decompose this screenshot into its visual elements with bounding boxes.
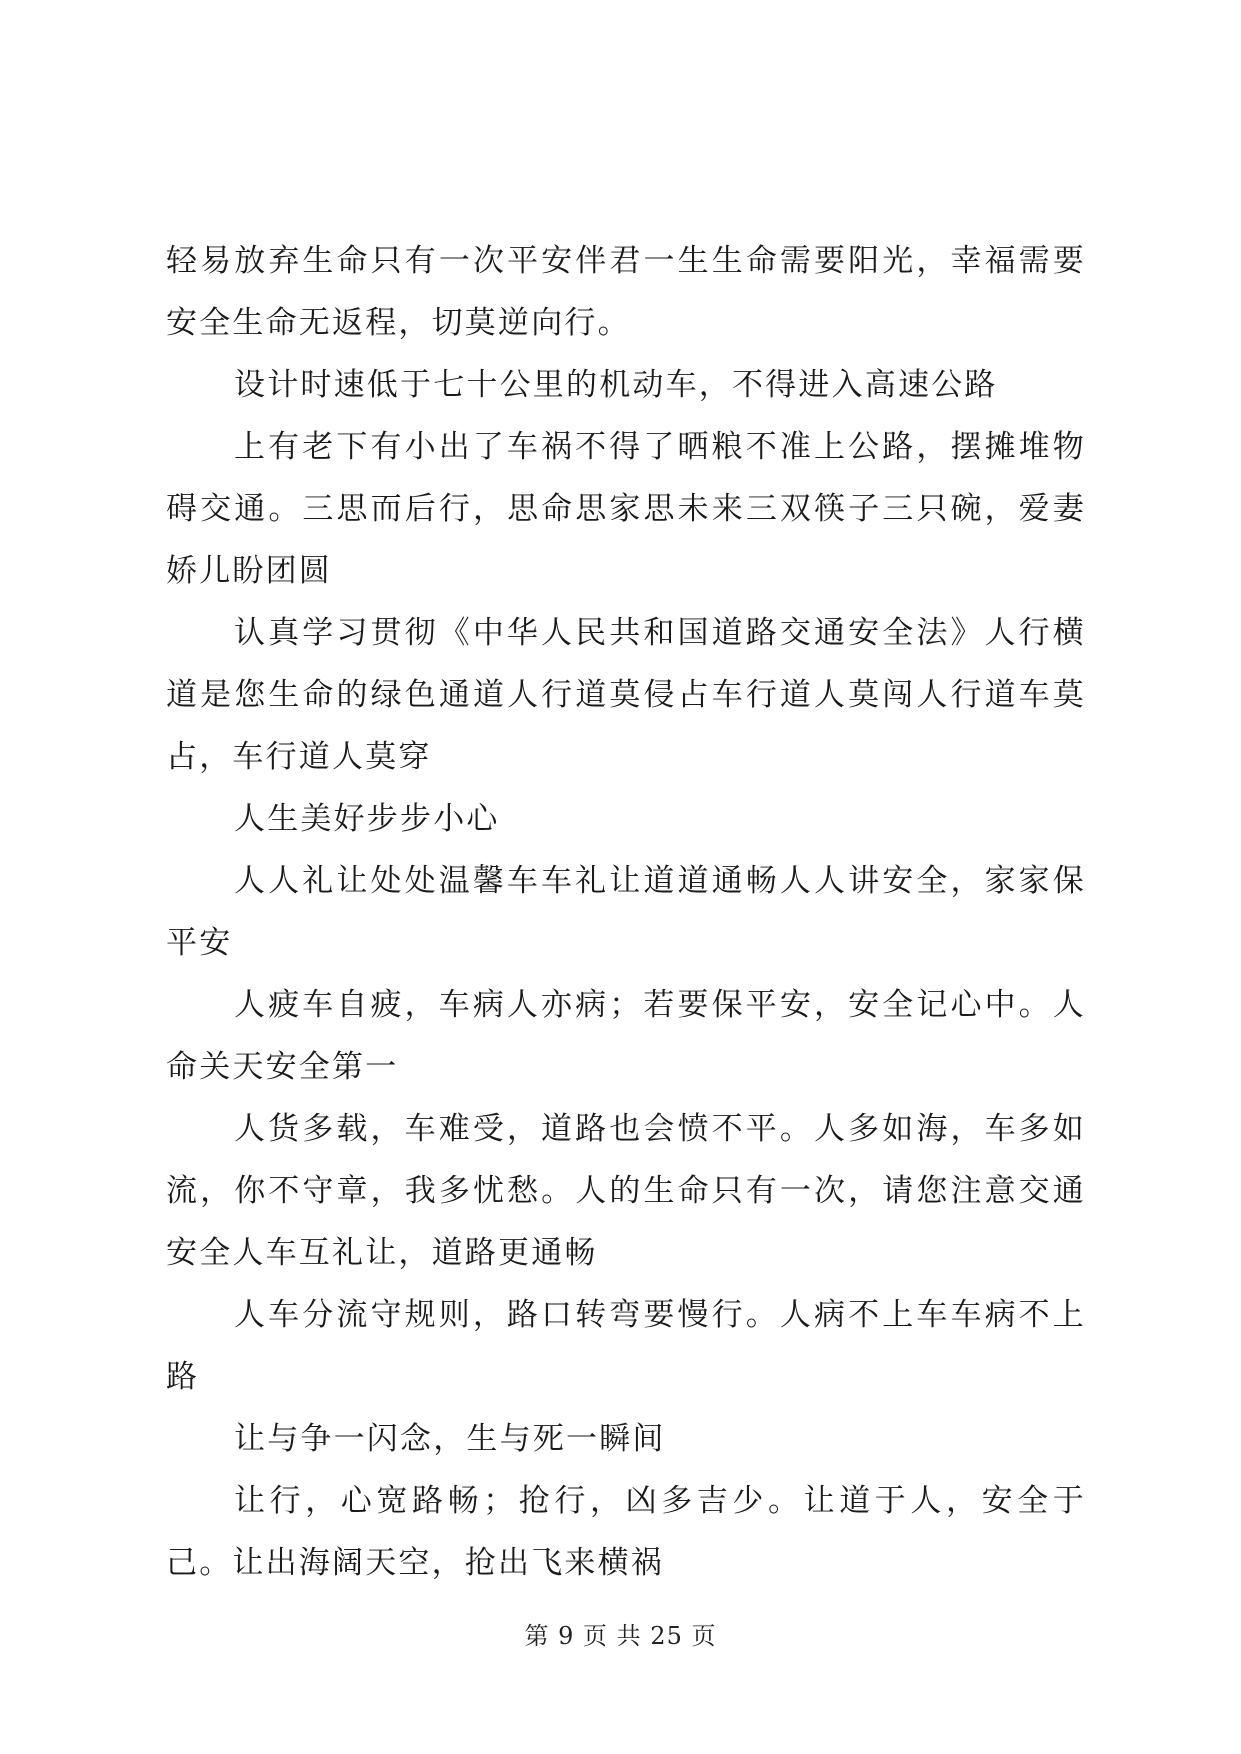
paragraph: 人疲车自疲，车病人亦病；若要保平安，安全记心中。人命关天安全第一 xyxy=(166,987,1086,1085)
document-body xyxy=(166,230,1086,1594)
paragraph: 让行，心宽路畅；抢行，凶多吉少。让道于人，安全于己。让出海阔天空，抢出飞来横祸 xyxy=(166,1483,1086,1581)
paragraph: 认真学习贯彻《中华人民共和国道路交通安全法》人行横道是您生命的绿色通道人行道莫侵占车行道人莫闯人行道车莫占，车行道人莫穿 xyxy=(166,615,1086,775)
paragraph: 上有老下有小出了车祸不得了晒粮不准上公路，摆摊堆物碍交通。三思而后行，思命思家思未来三双筷子三只碗，爱妻娇儿盼团圆 xyxy=(166,429,1086,589)
page-number-footer: 第 9 页 共 25 页 xyxy=(524,1622,717,1650)
paragraph: 设计时速低于七十公里的机动车，不得进入高速公路 xyxy=(234,367,998,403)
paragraph: 轻易放弃生命只有一次平安伴君一生生命需要阳光，幸福需要安全生命无返程，切莫逆向行。 xyxy=(166,243,1086,341)
paragraph: 让与争一闪念，生与死一瞬间 xyxy=(234,1421,666,1457)
paragraph: 人人礼让处处温馨车车礼让道道通畅人人讲安全，家家保平安 xyxy=(166,863,1086,961)
paragraph: 人货多载，车难受，道路也会愤不平。人多如海，车多如流，你不守章，我多忧愁。人的生命只有一次，请您注意交通安全人车互礼让，道路更通畅 xyxy=(166,1111,1086,1271)
paragraph: 人车分流守规则，路口转弯要慢行。人病不上车车病不上路 xyxy=(166,1297,1086,1395)
paragraph: 人生美好步步小心 xyxy=(234,801,500,837)
